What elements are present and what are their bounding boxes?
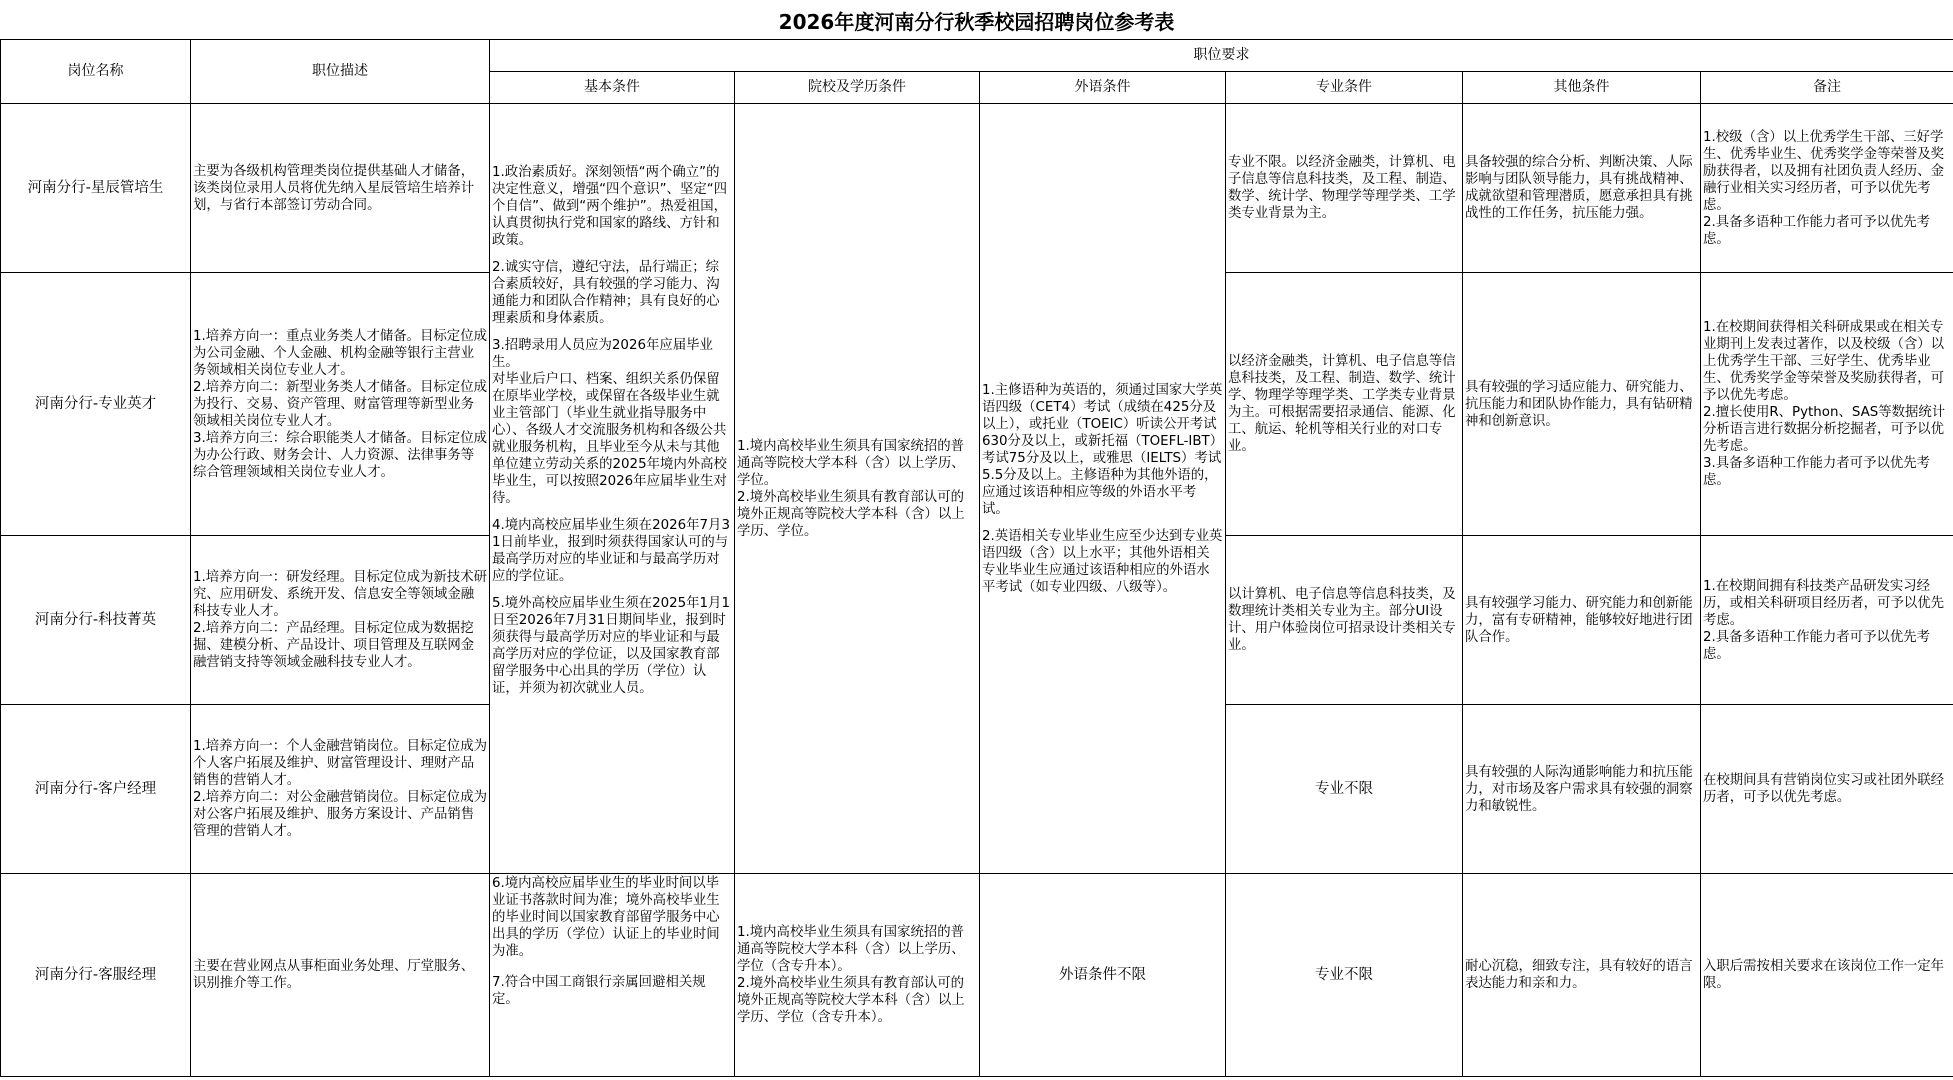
basic-condition-text: 3.招聘录用人员应为2026年应届毕业生。	[492, 338, 713, 370]
other-cell	[1463, 536, 1701, 705]
description-text: 3.培养方向三：综合职能类人才储备。目标定位成为办公行政、财务会计、人力资源、法律事务等综合管理领域相关岗位专业人才。	[193, 430, 487, 480]
major-text: 以计算机、电子信息等信息科技类，及数理统计类相关专业为主。部分UI设计、用户体验岗位可招录设计类相关专业。	[1228, 587, 1456, 653]
header-requirements: 职位要求	[490, 40, 1953, 72]
other-text: 耐心沉稳，细致专注，具有较好的语言表达能力和亲和力。	[1465, 959, 1693, 991]
language-condition-text: 1.主修语种为英语的，须通过国家大学英语四级（CET4）考试（成绩在425分及以上），或托业（TOEIC）听读公开考试630分及以上，或新托福（TOEFL-IBT）考试75分及以上，或雅思（IELTS）考试5.5分及以上。主修语种为其他外语的，应通过该语种相应等级的外语水平考试。	[982, 382, 1223, 517]
remarks-text: 2.具备多语种工作能力者可予以优先考虑。	[1703, 214, 1931, 247]
other-text: 具有较强的学习适应能力、研究能力、抗压能力和团队协作能力，具有钻研精神和创新意识。	[1465, 379, 1693, 429]
header-position-name: 岗位名称	[1, 40, 191, 104]
remarks-text: 在校期间具有营销岗位实习或社团外联经历者，可予以优先考虑。	[1703, 773, 1945, 805]
recruitment-table	[0, 39, 1953, 1077]
remarks-text: 3.具备多语种工作能力者可予以优先考虑。	[1703, 456, 1931, 488]
major-cell	[1226, 273, 1463, 536]
major-cell: 专业不限	[1226, 874, 1463, 1077]
basic-condition-text: 1.政治素质好。深刻领悟“两个确立”的决定性意义，增强“四个意识”、坚定“四个自信”、做到“两个维护”。热爱祖国，认真贯彻执行党和国家的路线、方针和政策。	[492, 165, 728, 248]
basic-condition-text: 7.符合中国工商银行亲属回避相关规定。	[492, 975, 706, 1007]
page-title: 2026年度河南分行秋季校园招聘岗位参考表	[778, 10, 1175, 34]
other-cell	[1463, 705, 1701, 874]
remarks-text: 1.校级（含）以上优秀学生干部、三好学生、优秀毕业生、优秀奖学金等荣誉及奖励获得者，以及拥有社团负责人经历、金融行业相关实习经历者，可予以优先考虑。	[1703, 129, 1945, 213]
description-text: 2.培养方向二：产品经理。目标定位成为数据挖掘、建模分析、产品设计、项目管理及互联网金融营销支持等领域金融科技专业人才。	[193, 621, 475, 670]
header-job-description: 职位描述	[191, 40, 490, 104]
major-text: 专业不限。以经济金融类，计算机、电子信息等信息科技类，及工程、制造、数学、统计学、物理学等理学类、工学类专业背景为主。	[1228, 155, 1456, 221]
school-condition-text: 2.境外高校毕业生须具有教育部认可的境外正规高等院校大学本科（含）以上学历、学位（含专升本）。	[737, 976, 965, 1025]
table-row	[1, 104, 1953, 273]
position-name: 河南分行-客户经理	[1, 705, 191, 874]
school-conditions-cell	[735, 104, 980, 874]
major-text: 以经济金融类，计算机、电子信息等信息科技类，及工程、制造、数学、统计学、物理学等理学类、工学类专业背景为主。可根据需要招录通信、能源、化工、航运、轮机等相关行业的对口专业。	[1228, 354, 1456, 454]
description-text: 2.培养方向二：对公金融营销岗位。目标定位成为对公客户拓展及维护、服务方案设计、产品销售管理的营销人才。	[193, 790, 487, 839]
description-text: 主要在营业网点从事柜面业务处理、厅堂服务、识别推介等工作。	[193, 959, 475, 991]
header-remarks: 备注	[1701, 72, 1953, 104]
remarks-text: 2.具备多语种工作能力者可予以优先考虑。	[1703, 629, 1931, 662]
description-text: 主要为各级机构管理类岗位提供基础人才储备，该类岗位录用人员将优先纳入星辰管培生培养计划，与省行本部签订劳动合同。	[193, 163, 475, 213]
language-cell: 外语条件不限	[980, 874, 1226, 1077]
remarks-text: 入职后需按相关要求在该岗位工作一定年限。	[1703, 959, 1945, 991]
job-description-cell	[191, 104, 490, 273]
header-language: 外语条件	[980, 72, 1226, 104]
remarks-cell	[1701, 874, 1953, 1077]
description-text: 1.培养方向一：研发经理。目标定位成为新技术研究、应用研发、系统开发、信息安全等领域金融科技专业人才。	[193, 570, 487, 619]
header-school-education: 院校及学历条件	[735, 72, 980, 104]
basic-conditions-cell	[490, 104, 735, 874]
position-name: 河南分行-专业英才	[1, 273, 191, 536]
remarks-text: 1.在校期间获得相关科研成果或在相关专业期刊上发表过著作，以及校级（含）以上优秀学生干部、三好学生、优秀毕业生、优秀奖学金等荣誉及奖励获得者，可予以优先考虑。	[1703, 320, 1945, 403]
major-cell	[1226, 536, 1463, 705]
position-name: 河南分行-科技菁英	[1, 536, 191, 705]
language-condition-text: 2.英语相关专业毕业生应至少达到专业英语四级（含）以上水平；其他外语相关专业毕业生应通过该语种相应的外语水平考试（如专业四级、八级等）。	[982, 528, 1223, 595]
basic-condition-text: 4.境内高校应届毕业生须在2026年7月31日前毕业，报到时须获得国家认可的与最高学历对应的毕业证和与最高学历对应的学位证。	[492, 518, 730, 584]
remarks-cell	[1701, 536, 1953, 705]
other-text: 具备较强的综合分析、判断决策、人际影响与团队领导能力，具有挑战精神、成就欲望和管理潜质，愿意承担具有挑战性的工作任务，抗压能力强。	[1465, 155, 1693, 221]
job-description-cell	[191, 273, 490, 536]
basic-condition-text: 对毕业后户口、档案、组织关系仍保留在原毕业学校，或保留在各级毕业生就业主管部门（毕业生就业指导服务中心）、各级人才交流服务机构和各级公共就业服务机构，且毕业至今从未与其他单位建立劳动关系的2025年境内外高校毕业生，可以按照2026年应届毕业生对待。	[492, 372, 727, 506]
header-major: 专业条件	[1226, 72, 1463, 104]
header-other: 其他条件	[1463, 72, 1701, 104]
table-row	[1, 874, 1953, 1077]
other-cell	[1463, 874, 1701, 1077]
school-condition-text: 1.境内高校毕业生须具有国家统招的普通高等院校大学本科（含）以上学历、学位。	[737, 438, 965, 488]
description-text: 1.培养方向一：个人金融营销岗位。目标定位成为个人客户拓展及维护、财富管理设计、理财产品销售的营销人才。	[193, 739, 487, 788]
major-cell	[1226, 104, 1463, 273]
remarks-text: 1.在校期间拥有科技类产品研发实习经历，或相关科研项目经历者，可予以优先考虑。	[1703, 578, 1945, 628]
position-name: 河南分行-客服经理	[1, 874, 191, 1077]
basic-condition-text: 5.境外高校应届毕业生须在2025年1月1日至2026年7月31日期间毕业，报到时须获得与最高学历对应的毕业证和与最高学历对应的学位证，以及国家教育部留学服务中心出具的学历（学位）认证，并须为初次就业人员。	[492, 596, 730, 696]
language-conditions-cell	[980, 104, 1226, 874]
basic-condition-text: 6.境内高校应届毕业生的毕业时间以毕业证书落款时间为准；境外高校毕业生的毕业时间以国家教育部留学服务中心出具的学历（学位）认证上的毕业时间为准。	[492, 876, 720, 959]
job-description-cell	[191, 874, 490, 1077]
remarks-text: 2.擅长使用R、Python、SAS等数据统计分析语言进行数据分析挖掘者，可予以优先考虑。	[1703, 405, 1946, 454]
job-description-cell	[191, 705, 490, 874]
remarks-cell	[1701, 705, 1953, 874]
description-text: 1.培养方向一：重点业务类人才储备。目标定位成为公司金融、个人金融、机构金融等银行主营业务领域相关岗位专业人才。	[193, 328, 487, 378]
other-cell	[1463, 273, 1701, 536]
school-condition-text: 1.境内高校毕业生须具有国家统招的普通高等院校大学本科（含）以上学历、学位（含专升本）。	[737, 925, 965, 974]
remarks-cell	[1701, 104, 1953, 273]
school-conditions-cell	[735, 874, 980, 1077]
remarks-cell	[1701, 273, 1953, 536]
school-condition-text: 2.境外高校毕业生须具有教育部认可的境外正规高等院校大学本科（含）以上学历、学位。	[737, 489, 965, 539]
header-basic-conditions: 基本条件	[490, 72, 735, 104]
other-text: 具有较强的人际沟通影响能力和抗压能力，对市场及客户需求具有较强的洞察力和敏锐性。	[1465, 764, 1693, 814]
other-text: 具有较强学习能力、研究能力和创新能力，富有专研精神，能够较好地进行团队合作。	[1465, 595, 1693, 645]
basic-conditions-cell-continued	[490, 874, 735, 1077]
other-cell	[1463, 104, 1701, 273]
job-description-cell	[191, 536, 490, 705]
description-text: 2.培养方向二：新型业务类人才储备。目标定位成为投行、交易、资产管理、财富管理等新型业务领域相关岗位专业人才。	[193, 379, 487, 429]
major-cell: 专业不限	[1226, 705, 1463, 874]
basic-condition-text: 2.诚实守信，遵纪守法，品行端正；综合素质较好，具有较强的学习能力、沟通能力和团队合作精神；具有良好的心理素质和身体素质。	[492, 260, 720, 326]
position-name: 河南分行-星辰管培生	[1, 104, 191, 273]
